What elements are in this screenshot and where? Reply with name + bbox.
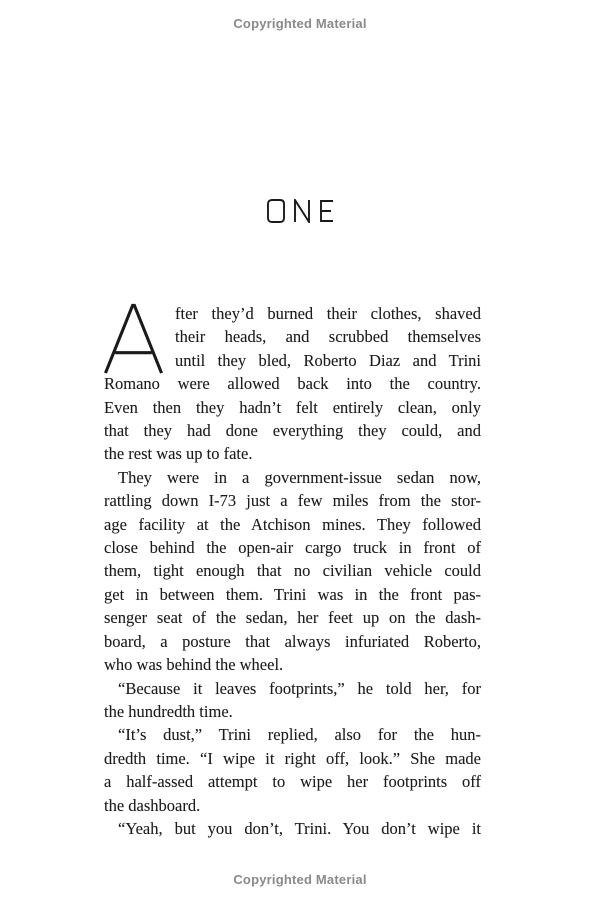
drop-cap [104, 303, 163, 374]
text-line: age facility at the Atchison mines. They followed [104, 514, 481, 534]
text-line: get in between them. Trini was in the front pas- [104, 584, 481, 604]
bottom-copyright-notice: Copyrighted Material [233, 872, 367, 887]
top-copyright-notice: Copyrighted Material [233, 16, 367, 31]
text-line: them, tight enough that no civilian vehicle could [104, 561, 481, 581]
text-line: the hundredth time. [104, 701, 233, 721]
text-line: “Yeah, but you don’t, Trini. You don’t wipe it [118, 818, 481, 838]
text-line: until they bled, Roberto Diaz and Trini [175, 350, 481, 370]
text-line: fter they’d burned their clothes, shaved [175, 304, 481, 323]
text-line: Even then they hadn’t felt entirely clean, only [104, 397, 481, 417]
text-line: that they had done everything they could, and [104, 421, 481, 441]
text-line: board, a posture that always infuriated Roberto, [104, 631, 481, 651]
text-line: “Because it leaves footprints,” he told her, for [118, 678, 481, 698]
text-line: “It’s dust,” Trini replied, also for the hun- [118, 725, 481, 745]
text-line: who was behind the wheel. [104, 655, 284, 675]
chapter-heading-glyphs [266, 199, 335, 223]
text-line: rattling down I-73 just a few miles from the stor- [104, 491, 481, 511]
chapter-heading [0, 199, 600, 223]
text-line: They were in a government-issue sedan now, [118, 467, 481, 487]
text-line: a half-assed attempt to wipe her footprints off [104, 772, 481, 792]
text-line: their heads, and scrubbed themselves [175, 327, 481, 347]
text-line: dredth time. “I wipe it right off, look.” She made [104, 748, 481, 768]
text-line: the dashboard. [104, 795, 201, 815]
body-text [104, 302, 481, 840]
text-line: the rest was up to fate. [104, 444, 253, 464]
text-line: Romano were allowed back into the country. [104, 374, 481, 394]
text-line: close behind the open-air cargo truck in front of [104, 538, 481, 558]
text-line: senger seat of the sedan, her feet up on the dash- [104, 608, 481, 628]
